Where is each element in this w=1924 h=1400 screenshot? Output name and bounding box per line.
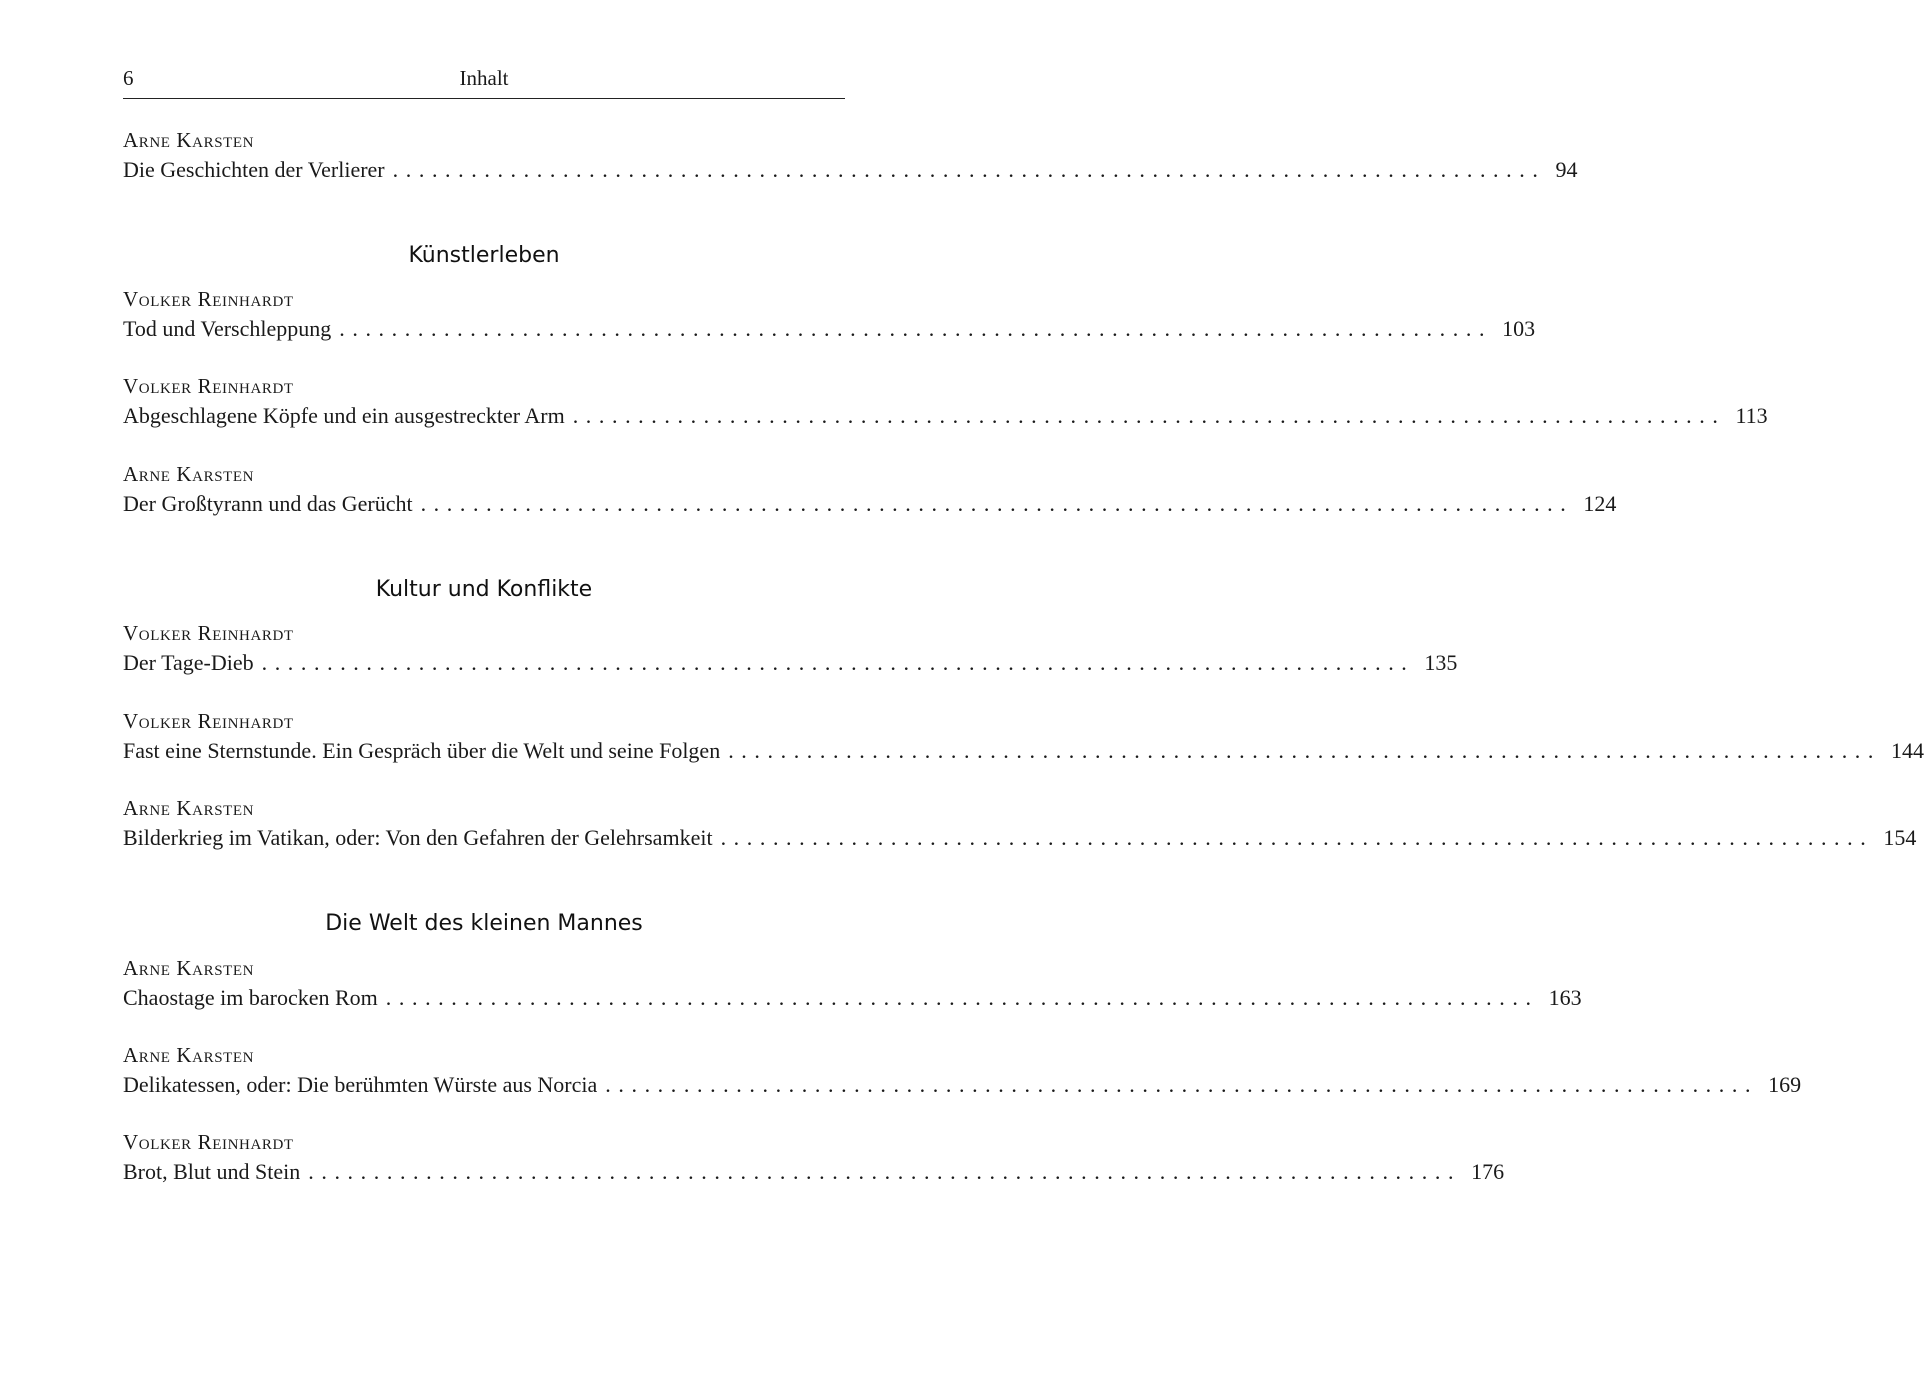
toc-entry[interactable]	[123, 620, 1458, 678]
entry-page-number: 154	[1883, 825, 1917, 850]
entry-line	[123, 489, 1617, 519]
entry-page-number: 176	[1471, 1159, 1505, 1184]
entry-author: Volker Reinhardt	[123, 621, 294, 645]
toc-entry[interactable]	[123, 795, 1917, 853]
dot-leader: ........................................................................................	[720, 825, 1874, 850]
entry-title: Der Tage-Dieb	[123, 650, 254, 675]
dot-leader: ........................................................................................	[392, 157, 1546, 182]
entry-title: Bilderkrieg im Vatikan, oder: Von den Gefahren der Gelehrsamkeit	[123, 825, 713, 850]
dot-leader: ........................................................................................	[420, 491, 1574, 516]
entry-author: Volker Reinhardt	[123, 1130, 294, 1154]
entry-author: Arne Karsten	[123, 128, 255, 152]
entry-author: Volker Reinhardt	[123, 374, 294, 398]
dot-leader: ........................................................................................	[261, 650, 1415, 675]
toc-entry[interactable]	[123, 373, 1768, 431]
entry-line	[123, 1070, 1802, 1100]
entry-page-number: 135	[1424, 650, 1458, 675]
entry-line	[123, 648, 1458, 678]
section-heading: Kultur und Konflikte	[375, 577, 593, 602]
toc-entry[interactable]	[123, 1129, 1505, 1187]
entry-title: Die Geschichten der Verlierer	[123, 157, 385, 182]
entry-title: Brot, Blut und Stein	[123, 1159, 301, 1184]
toc-entry[interactable]	[123, 955, 1582, 1013]
section-heading: Künstlerleben	[408, 243, 560, 268]
running-title: Inhalt	[459, 66, 509, 90]
entry-title: Delikatessen, oder: Die berühmten Würste aus Norcia	[123, 1072, 598, 1097]
entry-author: Arne Karsten	[123, 796, 255, 820]
entry-line	[123, 314, 1536, 344]
dot-leader: ........................................................................................	[728, 738, 1882, 763]
entry-title: Fast eine Sternstunde. Ein Gespräch über die Welt und seine Folgen	[123, 738, 721, 763]
entry-page-number: 144	[1891, 738, 1924, 763]
entry-line	[123, 401, 1768, 431]
toc-entry[interactable]	[123, 127, 1578, 185]
entry-line	[123, 155, 1578, 185]
dot-leader: ........................................................................................	[605, 1072, 1759, 1097]
entry-line	[123, 1157, 1505, 1187]
entry-title: Chaostage im barocken Rom	[123, 985, 378, 1010]
entry-author: Volker Reinhardt	[123, 287, 294, 311]
dot-leader: ........................................................................................	[572, 403, 1726, 428]
entry-page-number: 113	[1735, 403, 1768, 428]
section-heading: Die Welt des kleinen Mannes	[325, 911, 643, 936]
toc-entry[interactable]	[123, 1042, 1802, 1100]
entry-line	[123, 736, 1924, 766]
running-header	[123, 66, 845, 99]
dot-leader: ........................................................................................	[385, 985, 1539, 1010]
entry-title: Tod und Verschleppung	[123, 316, 332, 341]
entry-author: Arne Karsten	[123, 1043, 255, 1067]
entry-title: Der Großtyrann und das Gerücht	[123, 491, 413, 516]
toc-entry[interactable]	[123, 286, 1536, 344]
entry-page-number: 103	[1502, 316, 1536, 341]
entry-page-number: 169	[1768, 1072, 1802, 1097]
entry-author: Volker Reinhardt	[123, 709, 294, 733]
entry-page-number: 124	[1583, 491, 1617, 516]
entry-line	[123, 983, 1582, 1013]
dot-leader: ........................................................................................	[339, 316, 1493, 341]
entry-page-number: 163	[1548, 985, 1582, 1010]
entry-page-number: 94	[1555, 157, 1578, 182]
entry-author: Arne Karsten	[123, 956, 255, 980]
entry-line	[123, 823, 1917, 853]
entry-author: Arne Karsten	[123, 462, 255, 486]
toc-entry[interactable]	[123, 708, 1924, 766]
dot-leader: ........................................................................................	[308, 1159, 1462, 1184]
toc-entry[interactable]	[123, 461, 1617, 519]
entry-title: Abgeschlagene Köpfe und ein ausgestreckter Arm	[123, 403, 565, 428]
page-number: 6	[123, 66, 134, 90]
